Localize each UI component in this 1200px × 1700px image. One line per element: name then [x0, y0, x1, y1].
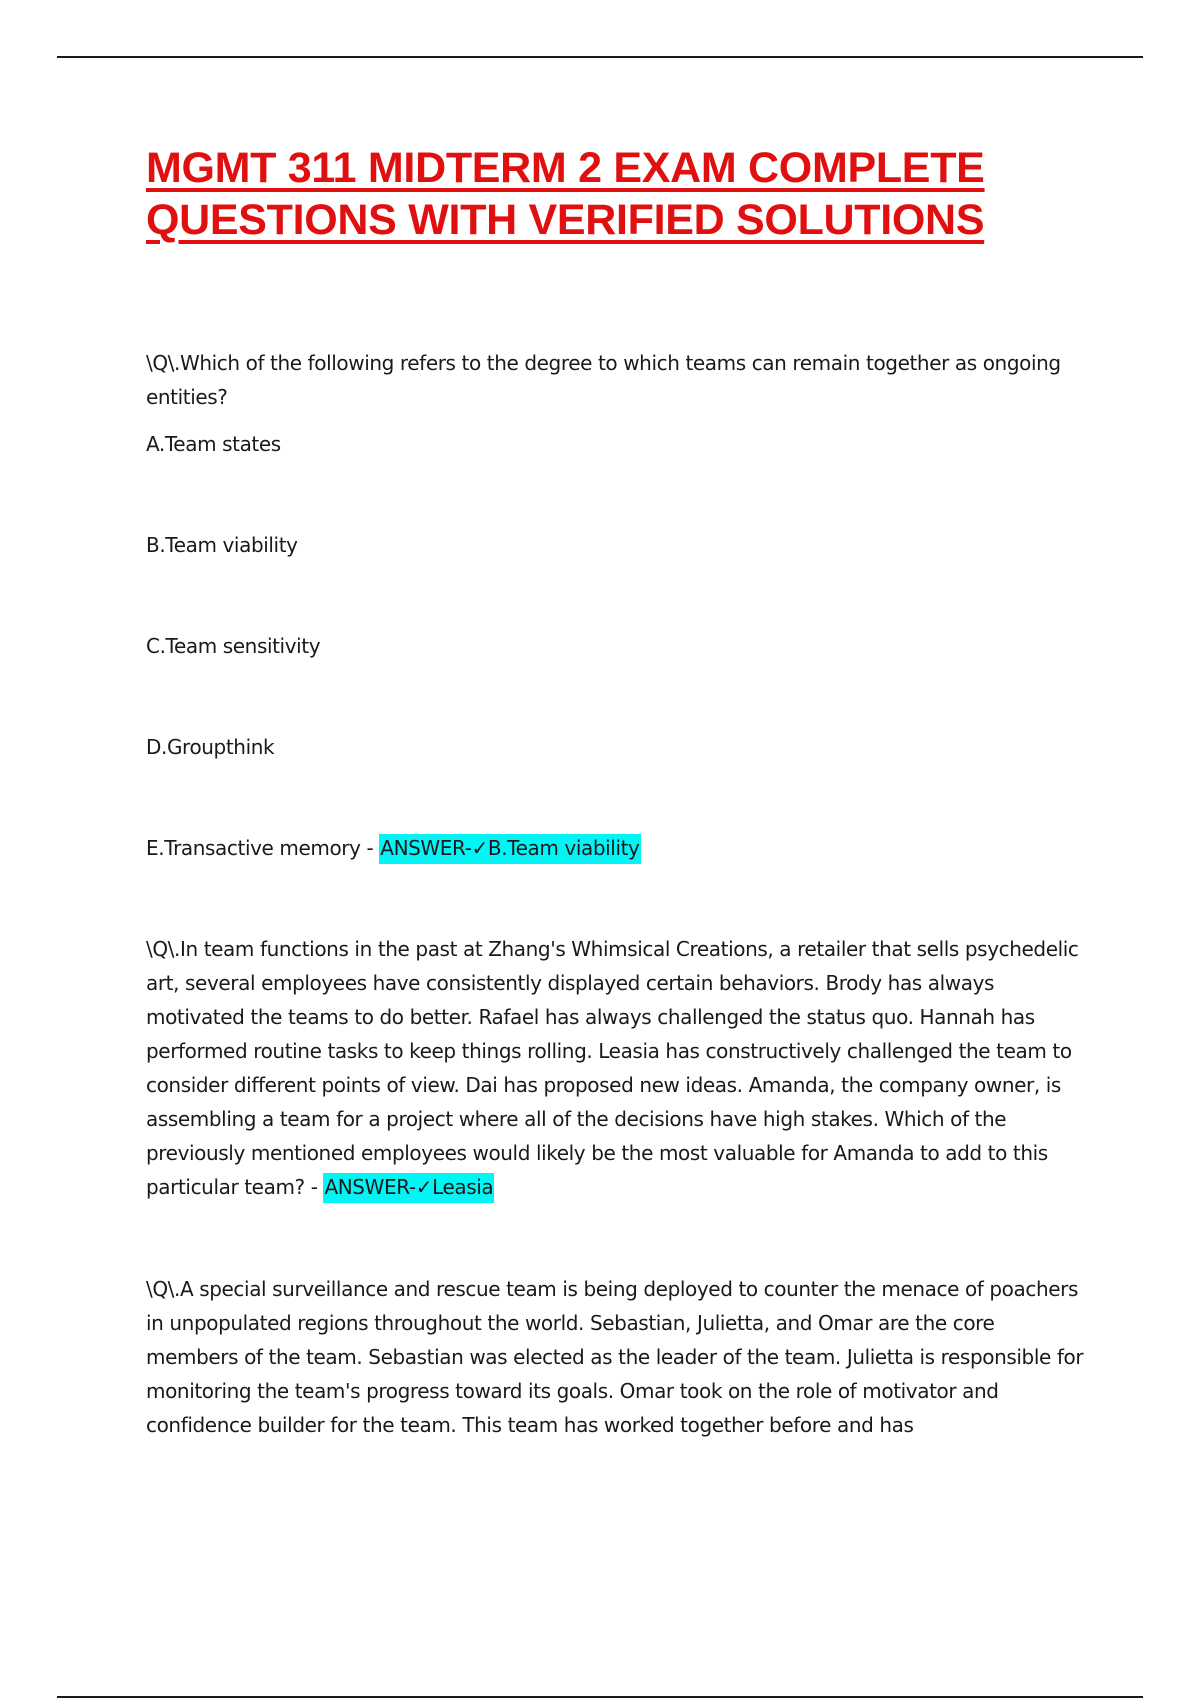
- title-line-1: MGMT 311 MIDTERM 2 EXAM COMPLETE: [146, 144, 985, 192]
- question-1-option-d: D.Groupthink: [146, 735, 275, 759]
- question-2-answer: ANSWER-✓Leasia: [323, 1173, 494, 1203]
- bottom-divider: [57, 1696, 1143, 1698]
- question-1-option-e-label: E.Transactive memory -: [146, 836, 380, 860]
- title-line-2: QUESTIONS WITH VERIFIED SOLUTIONS: [146, 196, 985, 244]
- question-1-option-a: A.Team states: [146, 432, 281, 456]
- question-2: [146, 932, 1086, 1204]
- document-title: [146, 142, 1086, 246]
- question-1-option-b: B.Team viability: [146, 533, 298, 557]
- document-body: [146, 346, 1086, 1442]
- question-1-answer: ANSWER-✓B.Team viability: [379, 834, 640, 864]
- question-1-option-c: C.Team sensitivity: [146, 634, 321, 658]
- top-divider: [57, 56, 1143, 58]
- question-1-text: \Q\.Which of the following refers to the degree to which teams can remain together as ongoing entities?: [146, 351, 1061, 409]
- question-2-text: \Q\.In team functions in the past at Zhang's Whimsical Creations, a retailer that sells psychedelic art, several employees have consistently displayed certain behaviors. Brody has always motivated the teams to do better. Rafael has always challenged the status quo. Hannah has performed routine tasks to keep things rolling. Leasia has constructively challenged the team to consider different points of view. Dai has proposed new ideas. Amanda, the company owner, is assembling a team for a project where all of the decisions have high stakes. Which of the previously mentioned employees would likely be the most valuable for Amanda to add to this particular team? -: [146, 937, 1079, 1199]
- question-1-option-e: [146, 831, 1086, 865]
- question-3-text: \Q\.A special surveillance and rescue team is being deployed to counter the menace of poachers in unpopulated regions throughout the world. Sebastian, Julietta, and Omar are the core members of the team. Sebastian was elected as the leader of the team. Julietta is responsible for monitoring the team's progress toward its goals. Omar took on the role of motivator and confidence builder for the team. This team has worked together before and has: [146, 1277, 1084, 1437]
